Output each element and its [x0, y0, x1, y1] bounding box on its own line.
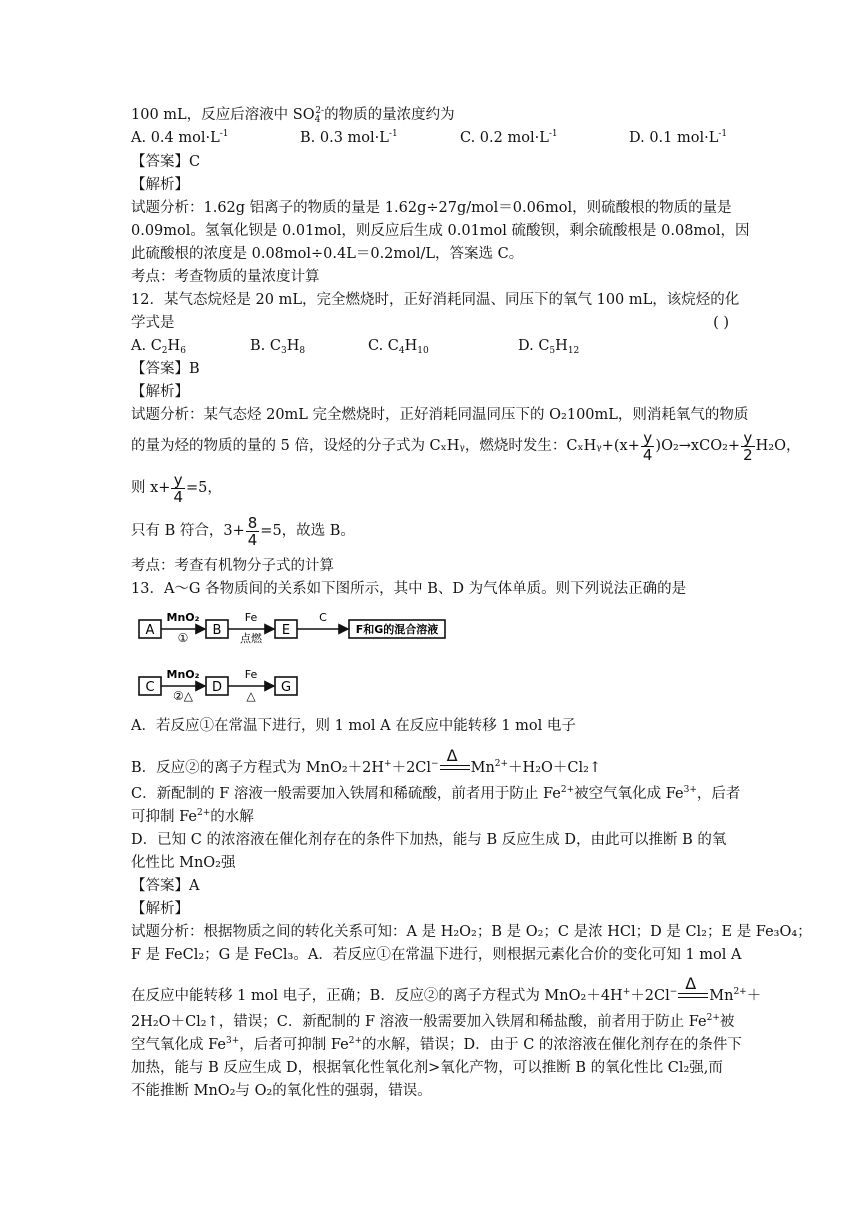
q13-option-c-cont: 可抑制 $Fe^{2+}$的水解	[131, 808, 254, 825]
q13-option-c: C．新配制的 F 溶液一般需要加入铁屑和稀硫酸，前者用于防止 $Fe^{2+}$被空气氧化成 $Fe^{3+}$，后者	[131, 785, 741, 802]
q13-analysis-line: 空气氧化成 $Fe^{3+}$，后者可抑制 $Fe^{2+}$的水解，错误；D．由于 C 的浓溶液在催化剂存在的条件下	[131, 1036, 742, 1053]
fraction-y-over-4: $\frac{y}{4}$	[173, 470, 183, 506]
q11-stem-tail: 100 mL，反应后溶液中 $SO_4^{2-}$的物质的量浓度约为	[131, 106, 455, 125]
node-a-label: A	[145, 623, 155, 638]
q13-analysis-line: 在反应中能转移 1 mol 电子，正确；B．反应②的离子方程式为 MnO₂＋4H+＋2Cl− Δ $Mn^{2+}+$	[131, 974, 762, 1004]
q12-option-b: B. $C_3H_8$	[250, 338, 306, 356]
q11-analysis-line: 此硫酸根的浓度是 0.08mol÷0.4L＝0.2mol/L，答案选 C。	[131, 246, 524, 262]
heat-equals-sign: Δ	[440, 752, 470, 774]
reaction-1-label: ①	[177, 631, 189, 645]
heat-equals-sign: Δ	[678, 980, 708, 1002]
q13-analysis-line: 2H₂O＋Cl₂↑，错误；C．新配制的 F 溶液一般需要加入铁屑和稀盐酸，前者用于防止 $Fe^{2+}$被	[131, 1013, 735, 1030]
q13-option-d: D．已知 C 的浓溶液在催化剂存在的条件下加热，能与 B 反应生成 D，由此可以推断 B 的氧	[131, 832, 727, 848]
node-g-label: G	[280, 680, 292, 695]
node-c-label: C	[145, 680, 155, 695]
node-fg-label: F和G的混合溶液	[355, 623, 439, 636]
fraction-8-over-4: $\frac{8}{4}$	[247, 513, 258, 549]
q12-answer: 【答案】B	[131, 361, 200, 377]
reagent-mno2: MnO₂	[166, 611, 200, 624]
q11-answer: 【答案】C	[131, 154, 201, 170]
node-d-label: D	[211, 680, 223, 695]
q13-option-d-cont: 化性比 MnO₂强	[131, 855, 236, 871]
reagent-fe: Fe	[244, 668, 258, 681]
q12-analysis-equation: 的量为烃的物质的量的 5 倍，设烃的分子式为 CₓHᵧ，燃烧时发生：CₓHᵧ+(x+ $\frac{y}{4}$ )O₂→xCO₂+ $\frac{y}{2}$ H₂O，	[131, 428, 801, 464]
q13-option-a: A．若反应①在常温下进行，则 1 mol A 在反应中能转移 1 mol 电子	[131, 718, 576, 734]
q12-option-c: C. $C_4H_{10}$	[368, 338, 429, 356]
q11-kaodian: 考点：考查物质的量浓度计算	[131, 269, 320, 285]
q13-answer: 【答案】A	[131, 878, 200, 894]
q12-option-a: A. $C_2H_6$	[131, 338, 186, 356]
fraction-y-over-4: $\frac{y}{4}$	[642, 428, 653, 464]
q12-stem: 学式是	[131, 315, 175, 331]
q11-option-a: A. 0.4 $mol\cdot L^{-1}$	[131, 129, 229, 146]
q12-option-d: D. $C_5H_{12}$	[518, 338, 580, 356]
q12-analysis-label: 【解析】	[131, 384, 189, 400]
q13-analysis-line: 不能推断 MnO₂与 O₂的氧化性的强弱，错误。	[131, 1083, 432, 1099]
condition-heat: △	[246, 689, 256, 703]
reaction-flow-diagram	[131, 600, 451, 705]
q11-option-c: C. 0.2 $mol\cdot L^{-1}$	[460, 129, 558, 146]
node-b-label: B	[212, 623, 222, 638]
q13-analysis-line: F 是 FeCl₂；G 是 FeCl₃。A．若反应①在常温下进行，则根据元素化合价的变化可知 1 mol A	[131, 947, 742, 963]
q13-analysis-line: 加热，能与 B 反应生成 D，根据氧化性氧化剂>氧化产物，可以推断 B 的氧化性比 Cl₂强,而	[131, 1060, 723, 1076]
q11-option-d: D. 0.1 $mol\cdot L^{-1}$	[629, 129, 728, 146]
q12-answer-paren: ( )	[713, 315, 729, 331]
q11-option-b: B. 0.3 $mol\cdot L^{-1}$	[300, 129, 398, 146]
condition-ignite: 点燃	[240, 632, 262, 645]
reaction-2-label: ②△	[173, 689, 193, 703]
q11-analysis-line: 0.09mol。氢氧化钡是 0.01mol，则反应后生成 0.01mol 硫酸钡，剩余硫酸根是 0.08mol，因	[131, 223, 750, 239]
q11-analysis-line: 试题分析：1.62g 铝离子的物质的量是 1.62g÷27g/mol＝0.06mol，则硫酸根的物质的量是	[131, 200, 732, 216]
q12-kaodian: 考点：考查有机物分子式的计算	[131, 558, 334, 574]
q12-analysis-line: 试题分析：某气态烃 20mL 完全燃烧时，正好消耗同温同压下的 O₂100mL，则消耗氧气的物质	[131, 407, 749, 423]
q12-stem: 12．某气态烷烃是 20 mL，完全燃烧时，正好消耗同温、同压下的氧气 100 mL，该烷烃的化	[131, 292, 740, 308]
reagent-mno2: MnO₂	[166, 668, 200, 681]
node-e-label: E	[281, 623, 291, 638]
reagent-fe: Fe	[244, 611, 258, 624]
q13-stem: 13．A～G 各物质间的关系如下图所示，其中 B、D 为气体单质。则下列说法正确的是	[131, 581, 687, 597]
q12-then-equation: 则 x+ $\frac{y}{4}$ =5，	[131, 470, 222, 506]
reagent-c: C	[319, 611, 327, 624]
q13-analysis-line: 试题分析：根据物质之间的转化关系可知：A 是 H₂O₂；B 是 O₂；C 是浓 HCl；D 是 Cl₂；E 是 Fe₃O₄；	[131, 924, 812, 940]
q12-only-b-line: 只有 B 符合，3+ $\frac{8}{4}$ =5，故选 B。	[131, 513, 355, 549]
q13-option-b: B．反应②的离子方程式为 MnO₂＋2H+＋2Cl− Δ $Mn^{2+}+H_2O+Cl_2↑$	[131, 746, 602, 776]
fraction-y-over-2: $\frac{y}{2}$	[743, 428, 753, 464]
q11-analysis-label: 【解析】	[131, 177, 189, 193]
q13-analysis-label: 【解析】	[131, 901, 189, 917]
